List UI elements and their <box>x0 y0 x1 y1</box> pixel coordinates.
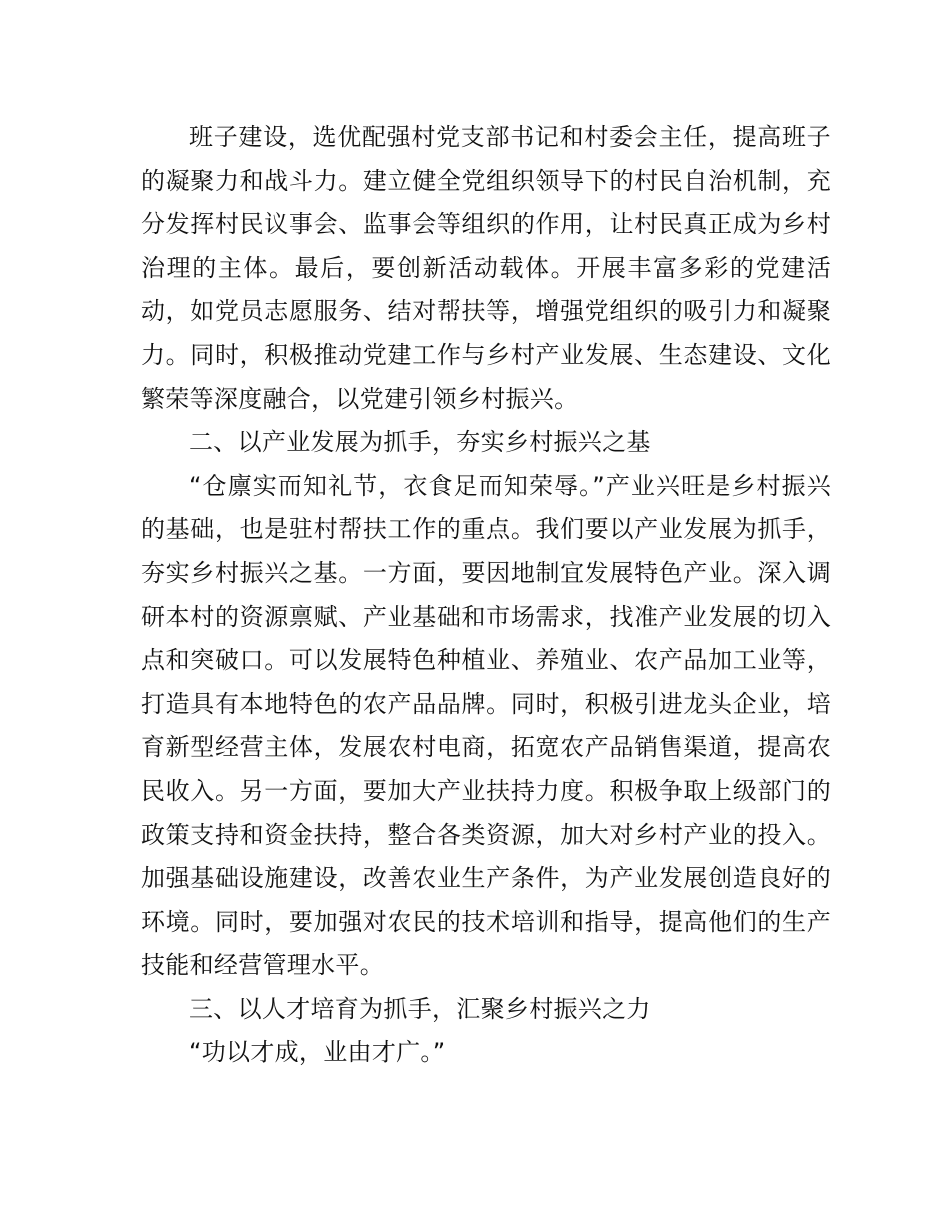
document-body <box>141 116 831 1075</box>
paragraph-party-building: 班子建设，选优配强村党支部书记和村委会主任，提高班子的凝聚力和战斗力。建立健全党组织领导下的村民自治机制，充分发挥村民议事会、监事会等组织的作用，让村民真正成为乡村治理的主体。最后，要创新活动载体。开展丰富多彩的党建活动，如党员志愿服务、结对帮扶等，增强党组织的吸引力和凝聚力。同时，积极推动党建工作与乡村产业发展、生态建设、文化繁荣等深度融合，以党建引领乡村振兴。 <box>141 123 831 413</box>
paragraph-talent-quote: “功以才成，业由才广。” <box>189 1038 446 1067</box>
paragraph-industry-development: “仓廪实而知礼节，衣食足而知荣辱。”产业兴旺是乡村振兴的基础，也是驻村帮扶工作的重点。我们要以产业发展为抓手，夯实乡村振兴之基。一方面，要因地制宜发展特色产业。深入调研本村的资源禀赋、产业基础和市场需求，找准产业发展的切入点和突破口。可以发展特色种植业、养殖业、农产品加工业等，打造具有本地特色的农产品品牌。同时，积极引进龙头企业，培育新型经营主体，发展农村电商，拓宽农产品销售渠道，提高农民收入。另一方面，要加大产业扶持力度。积极争取上级部门的政策支持和资金扶持，整合各类资源，加大对乡村产业的投入。加强基础设施建设，改善农业生产条件，为产业发展创造良好的环境。同时，要加强对农民的技术培训和指导，提高他们的生产技能和经营管理水平。 <box>141 471 831 980</box>
section-heading-talent: 三、以人才培育为抓手，汇聚乡村振兴之力 <box>189 994 651 1023</box>
section-heading-industry: 二、以产业发展为抓手，夯实乡村振兴之基 <box>189 428 651 457</box>
